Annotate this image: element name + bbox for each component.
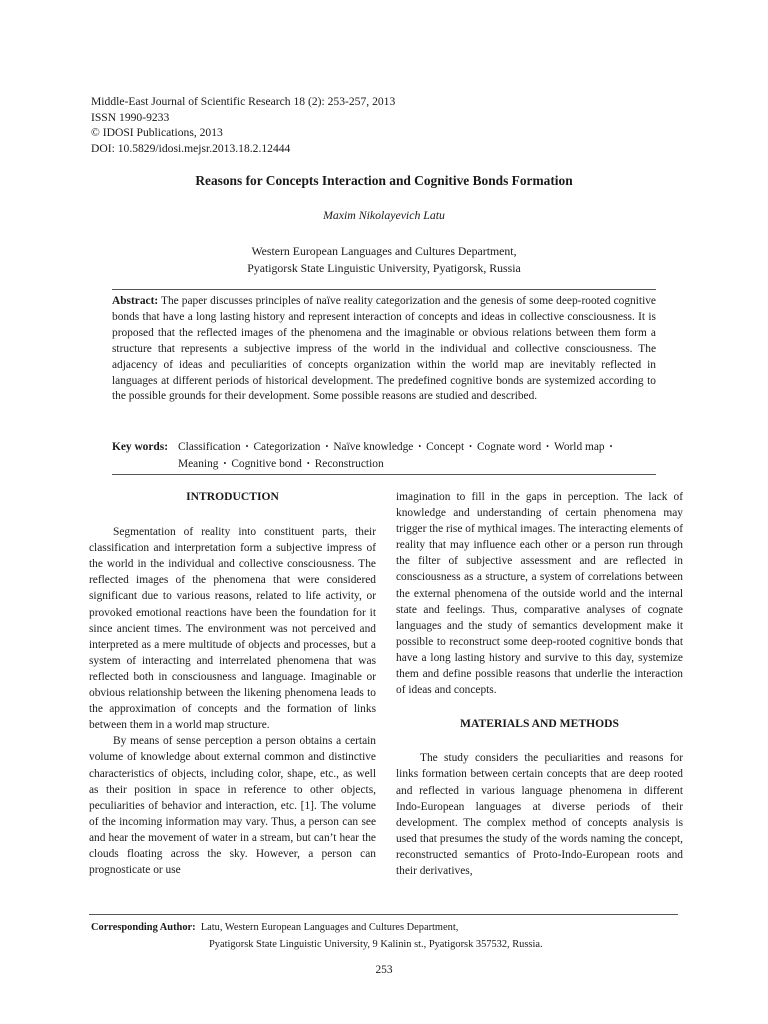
abstract-text: The paper discusses principles of naïve reality categorization and the genesis of some deep-rooted cognitive bonds that have a long lasting history and represent interaction of concepts and ideas in collective consciousness. It is proposed that the reflected images of the phenomena and the imaginable or obvious relations between them form a structure that represents a subjective impress of the world in the individual and collective consciousness. The adjacency of ideas and peculiarities of concepts organization within the world map are inevitably reflected in languages at different periods of historical development. The predefined cognitive bonds are systemized according to the possible grounds for their development. Some possible reasons are studied and described. bbox=[112, 295, 656, 403]
corresponding-author-line-1: Latu, Western European Languages and Cultures Department, bbox=[200, 922, 459, 933]
right-column bbox=[396, 489, 683, 879]
keywords-label: Key words: bbox=[112, 441, 168, 453]
left-column bbox=[89, 489, 376, 878]
keyword: World map bbox=[553, 441, 605, 453]
journal-citation: Middle-East Journal of Scientific Research 18 (2): 253-257, 2013 bbox=[91, 95, 396, 108]
section-heading-introduction: INTRODUCTION bbox=[186, 490, 279, 503]
keyword-separator: • bbox=[325, 442, 329, 452]
keyword-separator: • bbox=[418, 442, 422, 452]
keywords-list bbox=[178, 439, 658, 472]
copyright: © IDOSI Publications, 2013 bbox=[91, 126, 223, 140]
keyword-separator: • bbox=[223, 458, 227, 468]
affiliation bbox=[0, 243, 768, 277]
doi: DOI: 10.5829/idosi.mejsr.2013.18.2.12444 bbox=[91, 141, 291, 155]
keyword: Classification bbox=[178, 441, 241, 453]
issn: ISSN 1990-9233 bbox=[91, 110, 170, 124]
journal-header bbox=[91, 94, 395, 156]
keywords-bottom-rule bbox=[112, 474, 656, 475]
keyword: Reconstruction bbox=[314, 457, 384, 470]
abstract-top-rule bbox=[112, 289, 656, 290]
body-paragraph: Segmentation of reality into constituent parts, their classification and interpretation form a subjective impress of the world in the individual and collective consciousness. The reflected images of the phenomena that were considered significant due to various reasons, related to life activity, or provoked emotional reactions have been the foundation for it since ancient times. The environment was not perceived and interpreted as a mere multitude of objects and processes, but a system of interacting and interrelated phenomena that was reflected both in consciousness and language. Imaginable or obvious relationship between the likening phenomena leads to the approximation of concepts and the formation of links between them in a world map structure. bbox=[89, 526, 376, 732]
affiliation-line-1: Western European Languages and Cultures Department, bbox=[251, 244, 517, 258]
keyword: Meaning bbox=[178, 457, 219, 470]
keyword-separator: • bbox=[609, 442, 613, 452]
section-heading-materials-methods: MATERIALS AND METHODS bbox=[460, 717, 619, 731]
page-number: 253 bbox=[375, 964, 393, 976]
keyword: Cognate word bbox=[476, 441, 542, 453]
keyword-separator: • bbox=[245, 442, 249, 452]
keyword-separator: • bbox=[306, 458, 310, 468]
body-paragraph-continued: imagination to fill in the gaps in perception. The lack of knowledge and understanding of certain phenomena may trigger the rise of mythical images. The interacting elements of reality that may influence each other or a person run through the filter of subjective assessment and are reflected in consciousness as a structure, a system of correlations between the external phenomena of the outside world and the internal state and feelings. Thus, comparative analyses of cognate languages and the study of semantics development make it possible to reconstruct some deep-rooted cognitive bonds that have a long lasting history and survive to this day, systemize them and define possible reasons that underlie the interaction of ideas and concepts. bbox=[396, 491, 683, 697]
abstract bbox=[112, 294, 656, 405]
author-name: Maxim Nikolayevich Latu bbox=[323, 208, 445, 222]
corresponding-author-line-2: Pyatigorsk State Linguistic University, 9 Kalinin st., Pyatigorsk 357532, Russia. bbox=[209, 938, 543, 950]
corresponding-author bbox=[91, 920, 543, 953]
keyword: Categorization bbox=[253, 441, 321, 453]
keyword: Concept bbox=[426, 441, 465, 453]
keyword: Naïve knowledge bbox=[333, 441, 414, 453]
keyword-separator: • bbox=[469, 442, 472, 452]
abstract-label: Abstract: bbox=[112, 295, 159, 307]
body-paragraph: The study considers the peculiarities and reasons for links formation between certain concepts that are deep rooted and reflected in various language phenomena in different Indo-European languages at diverse periods of their development. The complex method of concepts analysis is used that presumes the study of the words naming the concept, reconstructed semantics of Proto-Indo-European roots and their derivatives, bbox=[396, 752, 683, 877]
footer-rule bbox=[89, 914, 678, 915]
keyword-separator: • bbox=[546, 442, 549, 452]
affiliation-line-2: Pyatigorsk State Linguistic University, Pyatigorsk, Russia bbox=[247, 261, 521, 275]
paper-title: Reasons for Concepts Interaction and Cognitive Bonds Formation bbox=[195, 173, 573, 188]
corresponding-author-label: Corresponding Author: bbox=[91, 922, 196, 933]
body-paragraph: By means of sense perception a person obtains a certain volume of knowledge about external common and distinctive characteristics of objects, including color, shape, etc., as well as their position in space in reference to other objects, peculiarities of behavior and interaction, etc. [1]. The volume of the incoming information may vary. Thus, a person can see and hear the movement of water in a stream, but can’t hear the clouds floating across the sky. However, a person can prognosticate or use bbox=[89, 735, 376, 877]
keyword: Cognitive bond bbox=[231, 457, 302, 470]
